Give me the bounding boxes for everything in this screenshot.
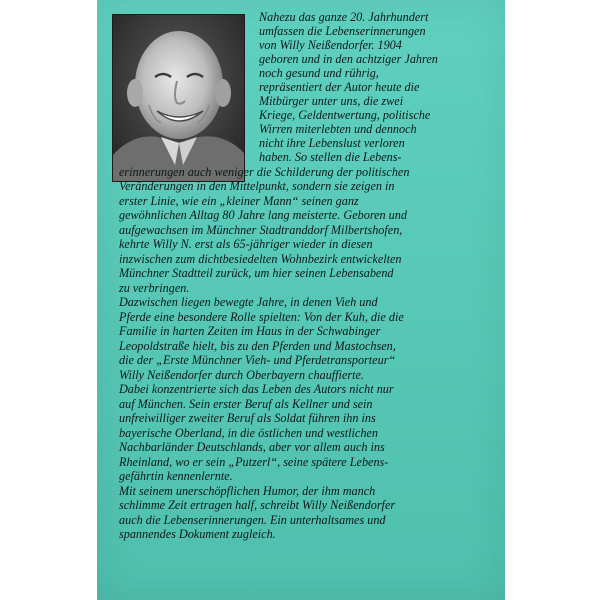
description-line: Veränderungen in den Mittelpunkt, sondern sie zeigen in bbox=[119, 179, 395, 193]
description-line: von Willy Neißendorfer. 1904 bbox=[259, 38, 402, 52]
description-line: Nachbarländer Deutschlands, aber vor allem auch ins bbox=[119, 440, 385, 454]
description-line: Wirren miterlebten und dennoch bbox=[259, 122, 417, 136]
description-line: Pferde eine besondere Rolle spielten: Von der Kuh, die die bbox=[119, 310, 404, 324]
description-line: inzwischen zum dichtbesiedelten Wohnbezirk entwickelten bbox=[119, 252, 402, 266]
description-line: erster Linie, wie ein „kleiner Mann“ seinen ganz bbox=[119, 194, 359, 208]
description-line: nicht ihre Lebenslust verloren bbox=[259, 136, 405, 150]
description-line: unfreiwilliger zweiter Beruf als Soldat führen ihn ins bbox=[119, 411, 376, 425]
description-line: kehrte Willy N. erst als 65-jähriger wieder in diesen bbox=[119, 237, 373, 251]
description-line: haben. So stellen die Lebens- bbox=[259, 150, 402, 164]
description-line: auch die Lebenserinnerungen. Ein unterhaltsames und bbox=[119, 513, 386, 527]
description-line: Dabei konzentrierte sich das Leben des Autors nicht nur bbox=[119, 382, 394, 396]
description-line: erinnerungen auch weniger die Schilderung der politischen bbox=[119, 165, 410, 179]
description-line: Leopoldstraße hielt, bis zu den Pferden und Mastochsen, bbox=[119, 339, 396, 353]
description-line: schlimme Zeit ertragen half, schreibt Willy Neißendorfer bbox=[119, 498, 396, 512]
description-line: noch gesund und rührig, bbox=[259, 66, 379, 80]
description-line: umfassen die Lebenserinnerungen bbox=[259, 24, 426, 38]
description-line: Kriege, Geldentwertung, politische bbox=[259, 108, 431, 122]
description-line: repräsentiert der Autor heute die bbox=[259, 80, 420, 94]
book-back-cover bbox=[97, 0, 505, 600]
description-line: Dazwischen liegen bewegte Jahre, in denen Vieh und bbox=[119, 295, 378, 309]
description-line: zu verbringen. bbox=[119, 281, 190, 295]
description-line: spannendes Dokument zugleich. bbox=[119, 527, 276, 541]
description-line: aufgewachsen im Münchner Stadtranddorf Milbertshofen, bbox=[119, 223, 403, 237]
description-line: Willy Neißendorfer durch Oberbayern chauffierte. bbox=[119, 368, 364, 382]
description-line: die der „Erste Münchner Vieh- und Pferdetransporteur“ bbox=[119, 353, 396, 367]
description-line: gewöhnlichen Alltag 80 Jahre lang meisterte. Geboren und bbox=[119, 208, 407, 222]
description-line: Rheinland, wo er sein „Putzerl“, seine spätere Lebens- bbox=[119, 455, 389, 469]
description-line: bayerische Oberland, in die östlichen und westlichen bbox=[119, 426, 378, 440]
description-line: Nahezu das ganze 20. Jahrhundert bbox=[259, 10, 429, 24]
description-line: Mitbürger unter uns, die zwei bbox=[259, 94, 404, 108]
description-line: Münchner Stadtteil zurück, um hier seinen Lebensabend bbox=[119, 266, 394, 280]
description-line: gefährtin kennenlernte. bbox=[119, 469, 233, 483]
book-description bbox=[97, 0, 505, 600]
description-line: auf München. Sein erster Beruf als Kellner und sein bbox=[119, 397, 373, 411]
description-line: Mit seinem unerschöpflichen Humor, der ihm manch bbox=[119, 484, 376, 498]
description-line: Familie in harten Zeiten im Haus in der Schwabinger bbox=[119, 324, 381, 338]
description-line: geboren und in den achtziger Jahren bbox=[259, 52, 438, 66]
